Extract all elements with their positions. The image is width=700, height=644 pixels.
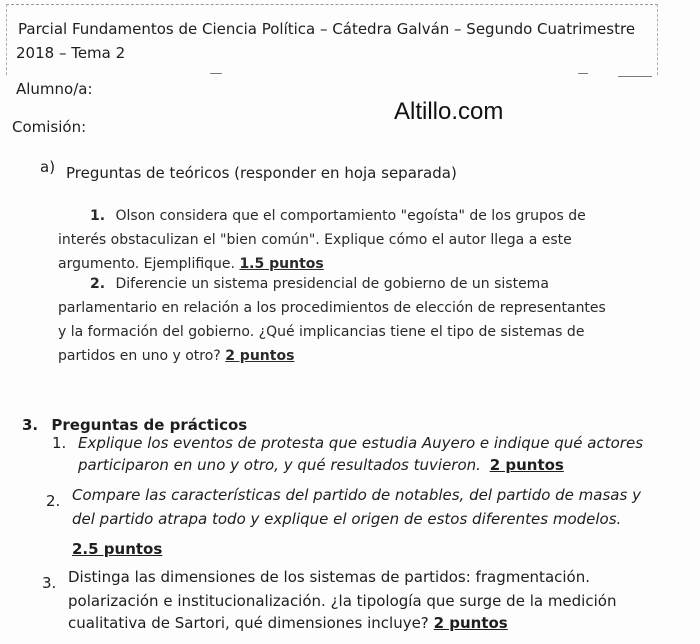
question-a1-text-3: argumento. Ejemplifique.: [58, 256, 235, 272]
question-p3-text-3: cualitativa de Sartori, qué dimensiones incluye?: [68, 614, 429, 632]
question-p1-points: 2 puntos: [489, 456, 564, 474]
comision-label: Comisión:: [12, 118, 87, 136]
question-a1-points: 1.5 puntos: [239, 256, 324, 272]
question-p2-number: 2.: [46, 492, 61, 510]
question-p3-number: 3.: [42, 574, 57, 592]
question-p2-points: 2.5 puntos: [72, 540, 163, 558]
question-a1-number: 1.: [90, 208, 106, 224]
question-p3-points: 2 puntos: [433, 614, 508, 632]
question-p1-line1: Explique los eventos de protesta que estudia Auyero e indique qué actores: [78, 434, 644, 452]
question-p1-number: 1.: [52, 434, 67, 452]
question-a2-points: 2 puntos: [225, 348, 295, 364]
question-a2-line2: parlamentario en relación a los procedimientos de elección de representantes: [58, 300, 606, 316]
section-a-marker: a): [40, 158, 56, 176]
header-dash-3: [618, 76, 652, 77]
question-a2-line4: [58, 348, 294, 364]
exam-title: Parcial Fundamentos de Ciencia Política – Cátedra Galván – Segundo Cuatrimestre: [18, 20, 636, 38]
question-p2-line1: Compare las características del partido de notables, del partido de masas y: [72, 486, 641, 504]
watermark: Altillo.com: [394, 98, 504, 125]
question-p3-line3: [68, 614, 508, 632]
header-dash-1: [210, 73, 222, 74]
alumno-label: Alumno/a:: [16, 80, 93, 98]
question-a2-line3: y la formación del gobierno. ¿Qué implicancias tiene el tipo de sistemas de: [58, 324, 585, 340]
question-p1-text-2: participaron en uno y otro, y qué resultados tuvieron.: [78, 456, 481, 474]
question-a2-text-4: partidos en uno y otro?: [58, 348, 221, 364]
section-3-title: Preguntas de prácticos: [51, 416, 248, 434]
question-a2-text-1: Diferencie un sistema presidencial de gobierno de un sistema: [115, 276, 549, 292]
question-a1-text-1: Olson considera que el comportamiento "egoísta" de los grupos de: [115, 208, 586, 224]
question-p3-line2: polarización e institucionalización. ¿la tipología que surge de la medición: [68, 592, 617, 610]
question-a2-line1: [90, 276, 549, 292]
header-dash-2: [578, 73, 588, 74]
question-a2-number: 2.: [90, 276, 106, 292]
exam-subtitle: 2018 – Tema 2: [16, 44, 126, 62]
section-3-header: [22, 416, 247, 434]
question-a1-line3: [58, 256, 324, 272]
question-p2-line2: del partido atrapa todo y explique el origen de estos diferentes modelos.: [72, 510, 622, 528]
section-a-title: Preguntas de teóricos (responder en hoja separada): [66, 164, 457, 182]
question-a1-line1: [90, 208, 586, 224]
question-p3-line1: Distinga las dimensiones de los sistemas de partidos: fragmentación.: [68, 568, 590, 586]
question-p1-line2: [78, 456, 564, 474]
header-box: [6, 4, 658, 75]
section-3-marker: 3.: [22, 416, 39, 434]
question-a1-line2: interés obstaculizan el "bien común". Explique cómo el autor llega a este: [58, 232, 572, 248]
